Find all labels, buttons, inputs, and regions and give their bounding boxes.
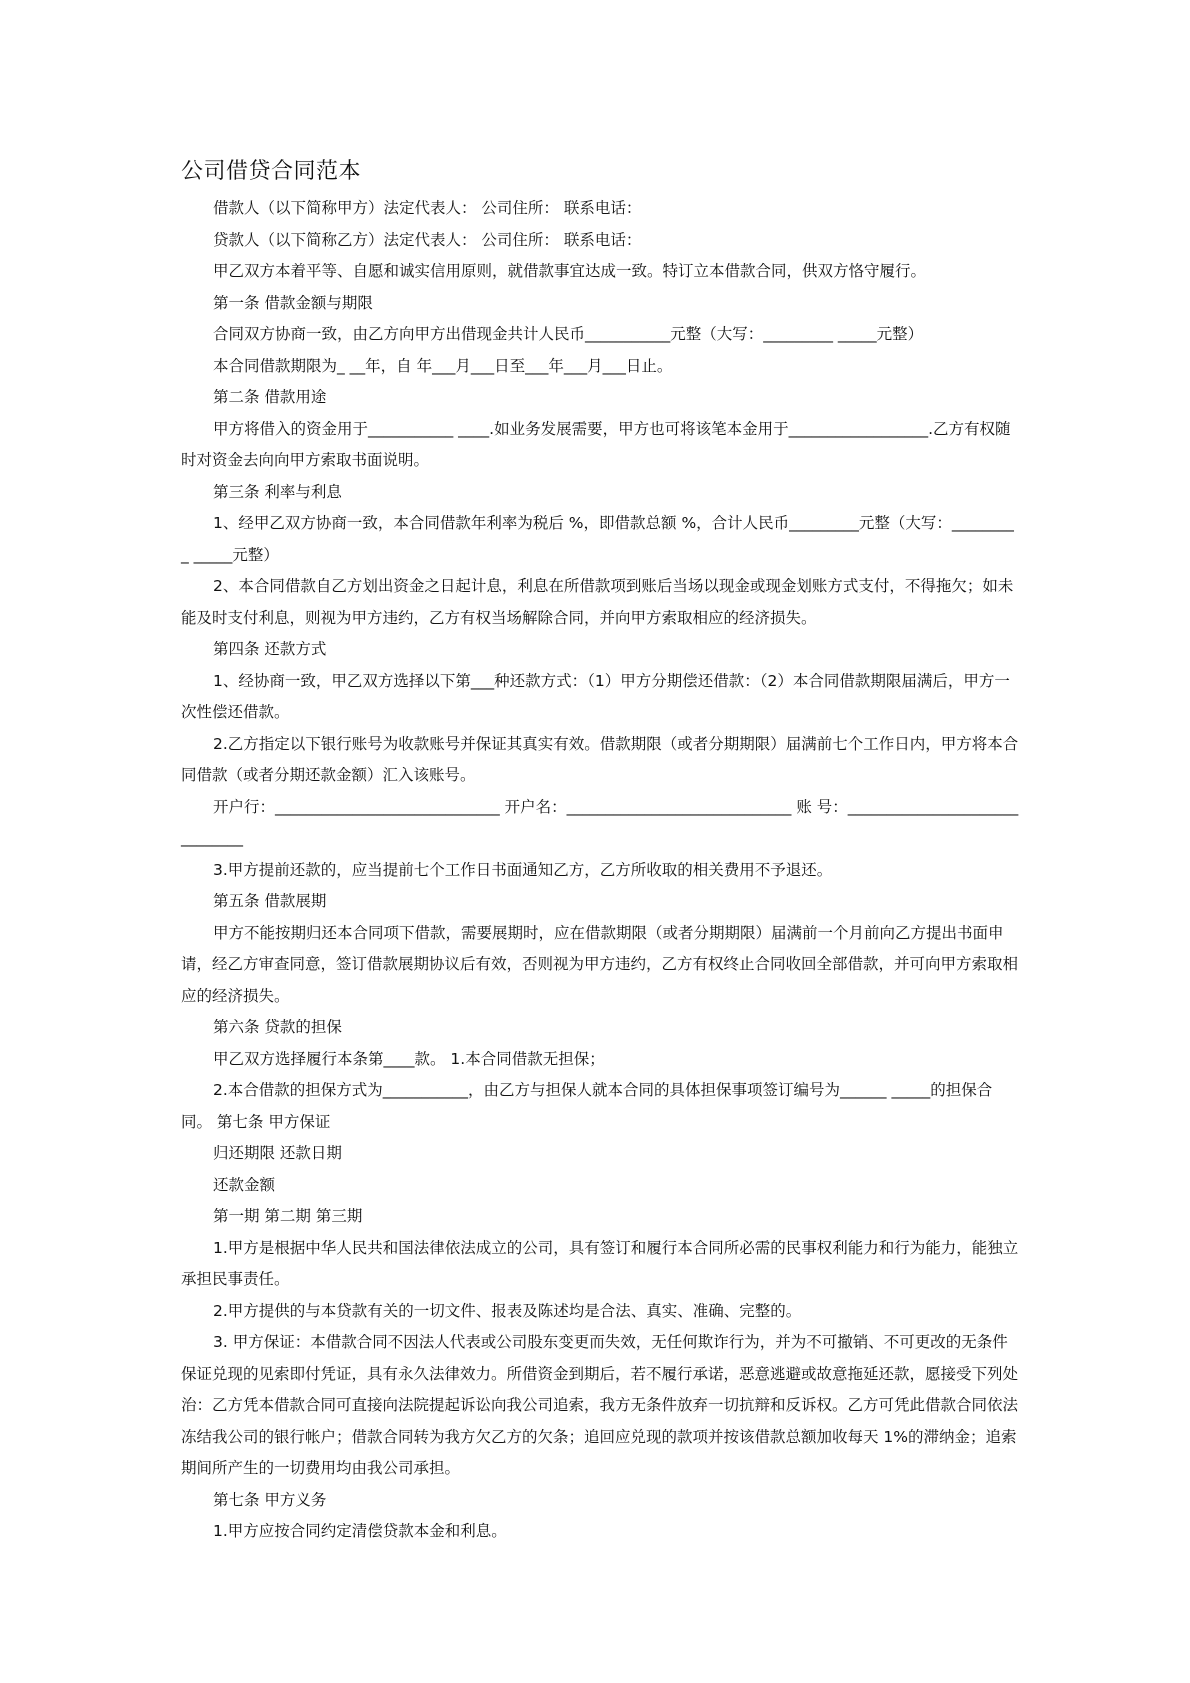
preamble-paragraph: 甲乙双方本着平等、自愿和诚实信用原则，就借款事宜达成一致。特订立本借款合同，供双方恪守履行。	[213, 262, 927, 280]
bank-account-line: 开户行：_____________________________ 开户名：_____________________________ 账 号：______________________________	[181, 797, 1019, 847]
article-3-interest: 2、本合同借款自乙方划出资金之日起计息，利息在所借款项到账后当场以现金或现金划账方式支付，不得拖欠；如未能及时支付利息，则视为甲方违约，乙方有权当场解除合同，并向甲方索取相应的经济损失。	[181, 577, 1014, 627]
article-7-heading: 第七条 甲方义务	[213, 1490, 327, 1509]
warranty-1: 1.甲方是根据中华人民共和国法律依法成立的公司，具有签订和履行本合同所必需的民事权利能力和行为能力，能独立承担民事责任。	[181, 1238, 1019, 1288]
article-2-heading: 第二条 借款用途	[213, 388, 327, 406]
article-6-heading: 第六条 贷款的担保	[213, 1018, 342, 1036]
article-4-early-repayment: 3.甲方提前还款的，应当提前七个工作日书面通知乙方，乙方所收取的相关费用不予退还。	[213, 860, 833, 879]
repayment-periods-line: 第一期 第二期 第三期	[213, 1207, 363, 1225]
article-1-amount: 合同双方协商一致，由乙方向甲方出借现金共计人民币___________元整（大写：_________ _____元整）	[213, 325, 924, 343]
article-3-heading: 第三条 利率与利息	[213, 482, 342, 501]
article-1-heading: 第一条 借款金额与期限	[213, 293, 373, 312]
warranty-3: 3. 甲方保证：本借款合同不因法人代表或公司股东变更而失效，无任何欺诈行为，并为不可撤销、不可更改的无条件保证兑现的见索即付凭证，具有永久法律效力。所借资金到期后，若不履行承诺，恶意逃避或故意拖延还款，愿接受下列处治：乙方凭本借款合同可直接向法院提起诉讼向我公司追索，我方无条件放弃一切抗辩和反诉权。乙方可凭此借款合同依法冻结我公司的银行帐户；借款合同转为我方欠乙方的欠条；追回应兑现的款项并按该借款总额加收每天 1%的滞纳金；追索期间所产生的一切费用均由我公司承担。	[181, 1333, 1019, 1477]
party-a-line: 借款人（以下简称甲方）法定代表人： 公司住所： 联系电话：	[213, 199, 642, 217]
document-title: 公司借贷合同范本	[181, 159, 362, 184]
warranty-2: 2.甲方提供的与本贷款有关的一切文件、报表及陈述均是合法、真实、准确、完整的。	[213, 1301, 802, 1320]
article-1-term: 本合同借款期限为_ __年，自 年___月___日至___年___月___日止。	[213, 356, 673, 375]
article-6-choice: 甲乙双方选择履行本条第____款。 1.本合同借款无担保；	[213, 1049, 605, 1068]
article-2-purpose: 甲方将借入的资金用于___________ ____.如业务发展需要，甲方也可将该笔本金用于__________________.乙方有权随时对资金去向向甲方索取书面说明。	[181, 419, 1011, 469]
article-4-method: 1、经协商一致，甲乙双方选择以下第___种还款方式：（1）甲方分期偿还借款：（2）本合同借款期限届满后，甲方一次性偿还借款。	[181, 671, 1010, 721]
article-5-heading: 第五条 借款展期	[213, 892, 327, 910]
party-b-line: 贷款人（以下简称乙方）法定代表人： 公司住所： 联系电话：	[213, 230, 642, 249]
document-body	[181, 156, 1021, 1548]
obligation-1: 1.甲方应按合同约定清偿贷款本金和利息。	[213, 1522, 507, 1540]
article-4-account: 2.乙方指定以下银行账号为收款账号并保证其真实有效。借款期限（或者分期期限）届满前七个工作日内，甲方将本合同借款（或者分期还款金额）汇入该账号。	[181, 734, 1019, 784]
article-6-guarantee: 2.本合借款的担保方式为___________，由乙方与担保人就本合同的具体担保事项签订编号为______ _____的担保合同。 第七条 甲方保证	[181, 1081, 993, 1131]
article-4-heading: 第四条 还款方式	[213, 640, 327, 658]
article-5-extension: 甲方不能按期归还本合同项下借款，需要展期时，应在借款期限（或者分期期限）届满前一个月前向乙方提出书面申请，经乙方审查同意，签订借款展期协议后有效，否则视为甲方违约，乙方有权终止合同收回全部借款，并可向甲方索取相应的经济损失。	[181, 923, 1019, 1005]
repayment-amount-line: 还款金额	[213, 1175, 276, 1194]
article-3-rate: 1、经甲乙双方协商一致，本合同借款年利率为税后 %，即借款总额 %，合计人民币_________元整（大写：_________ _____元整）	[181, 514, 1014, 564]
repayment-term-line: 归还期限 还款日期	[213, 1144, 342, 1162]
